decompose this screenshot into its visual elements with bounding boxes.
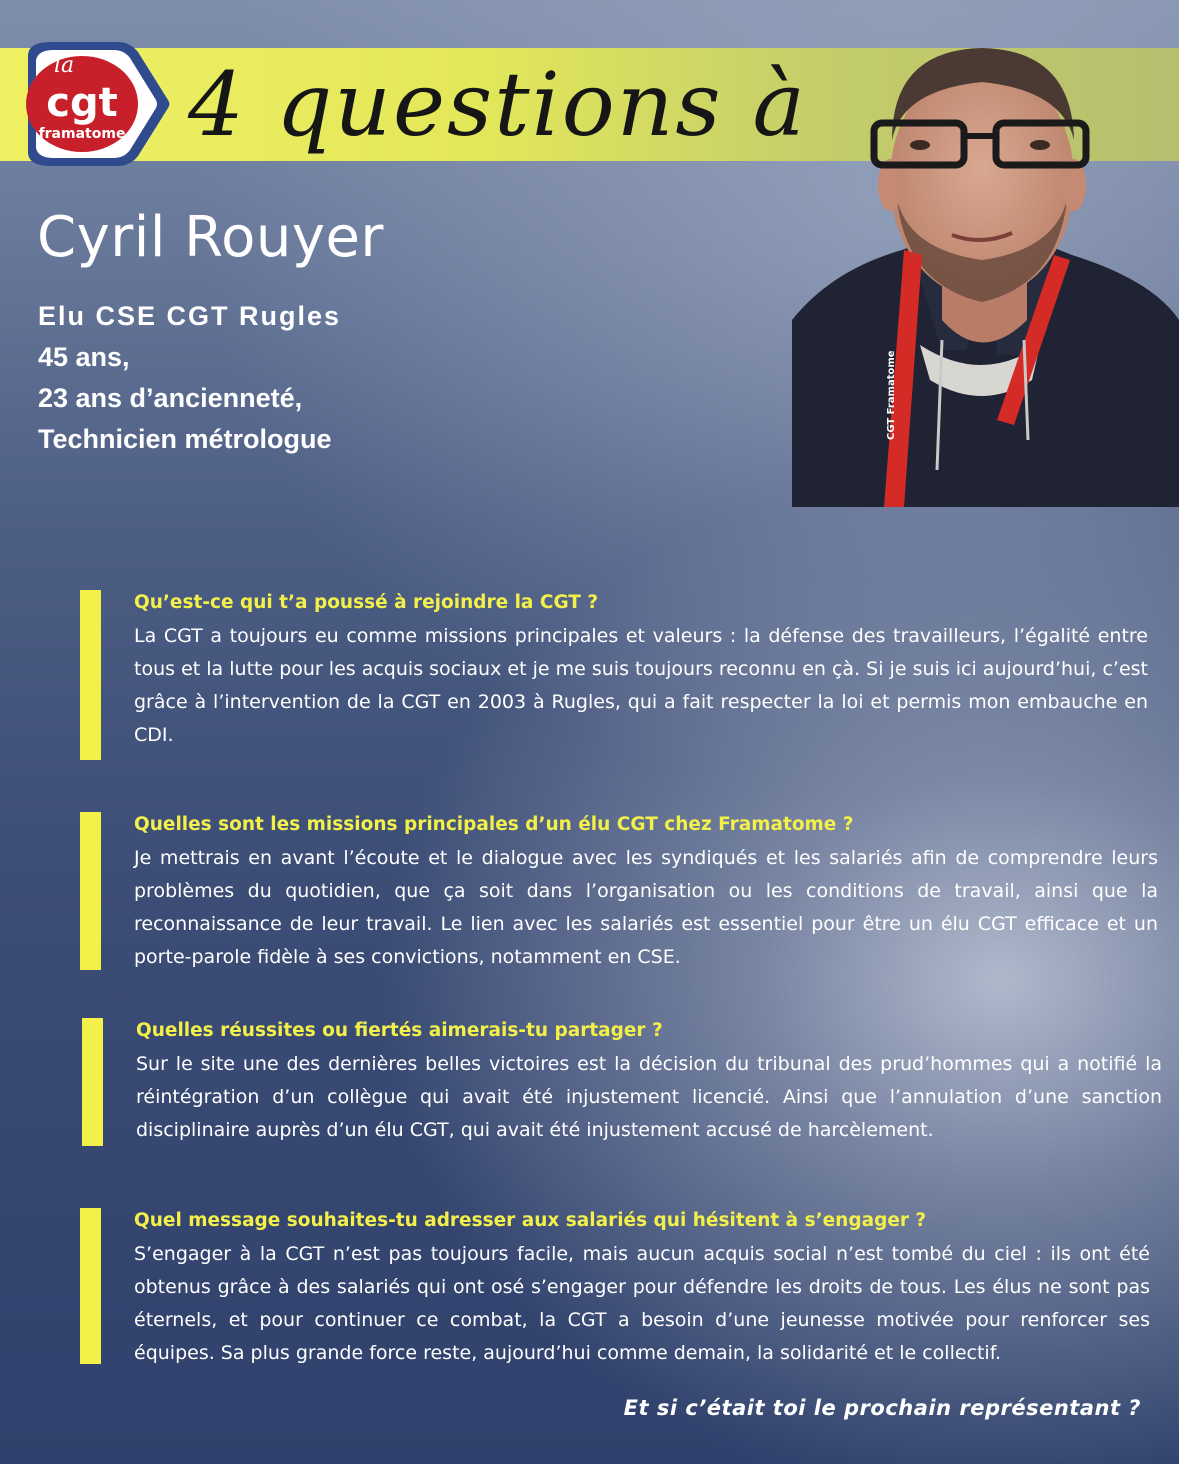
- page-title: 4 questions à: [188, 53, 807, 156]
- logo-main-text: cgt: [46, 80, 118, 126]
- profile-job: Technicien métrologue: [38, 424, 332, 454]
- question: Quelles réussites ou fiertés aimerais-tu partager ?: [136, 1020, 663, 1041]
- lanyard-text: CGT Framatome: [886, 350, 897, 440]
- cgt-framatome-logo: [10, 34, 170, 174]
- logo-top-text: la: [54, 53, 75, 78]
- accent-bar: [80, 812, 101, 970]
- answer: S’engager à la CGT n’est pas toujours facile, mais aucun acquis social n’est tombé du ciel : ils ont été obtenus grâce à des salariés qui ont osé s’engager pour défendre les droits de tous. Les élus ne sont pas éternels, et pour continuer ce combat, la CGT a besoin d’une jeunesse motivée pour renforcer ses équipes. Sa plus grande force reste, aujourd’hui comme demain, la solidarité et le collectif.: [134, 1243, 1150, 1364]
- accent-bar: [80, 590, 101, 760]
- profile-role: Elu CSE CGT Rugles: [38, 301, 342, 331]
- answer: Je mettrais en avant l’écoute et le dialogue avec les syndiqués et les salariés afin de comprendre leurs problèmes du quotidien, que ça soit dans l’organisation ou les conditions de travail, ainsi que la reconnaissance de leur travail. Le lien avec les salariés est essentiel pour être un élu CGT efficace et un porte-parole fidèle à ses convictions, notamment en CSE.: [134, 847, 1158, 968]
- question: Qu’est-ce qui t’a poussé à rejoindre la CGT ?: [134, 592, 599, 613]
- answer: Sur le site une des dernières belles victoires est la décision du tribunal des prud’hommes qui a notifié la réintégration d’un collègue qui avait été injustement licencié. Ainsi que l’annulation d’une sanction disciplinaire auprès d’un élu CGT, qui avait été injustement accusé de harcèlement.: [136, 1053, 1162, 1141]
- answer: La CGT a toujours eu comme missions principales et valeurs : la défense des travailleurs, l’égalité entre tous et la lutte pour les acquis sociaux et je me suis toujours reconnu en çà. Si je suis ici aujourd’hui, c’est grâce à l’intervention de la CGT en 2003 à Rugles, qui a fait respecter la loi et permis mon embauche en CDI.: [134, 625, 1148, 746]
- portrait-photo: [792, 20, 1179, 507]
- logo-sub-text: framatome: [38, 126, 126, 142]
- profile-info: [38, 296, 341, 460]
- question: Quel message souhaites-tu adresser aux salariés qui hésitent à s’engager ?: [134, 1210, 927, 1231]
- call-to-action: Et si c’était toi le prochain représentant ?: [623, 1396, 1141, 1420]
- profile-seniority: 23 ans d’ancienneté,: [38, 383, 303, 413]
- accent-bar: [80, 1208, 101, 1364]
- accent-bar: [82, 1018, 103, 1146]
- profile-age: 45 ans,: [38, 342, 130, 372]
- person-name: Cyril Rouyer: [37, 205, 384, 270]
- question: Quelles sont les missions principales d’un élu CGT chez Framatome ?: [134, 814, 854, 835]
